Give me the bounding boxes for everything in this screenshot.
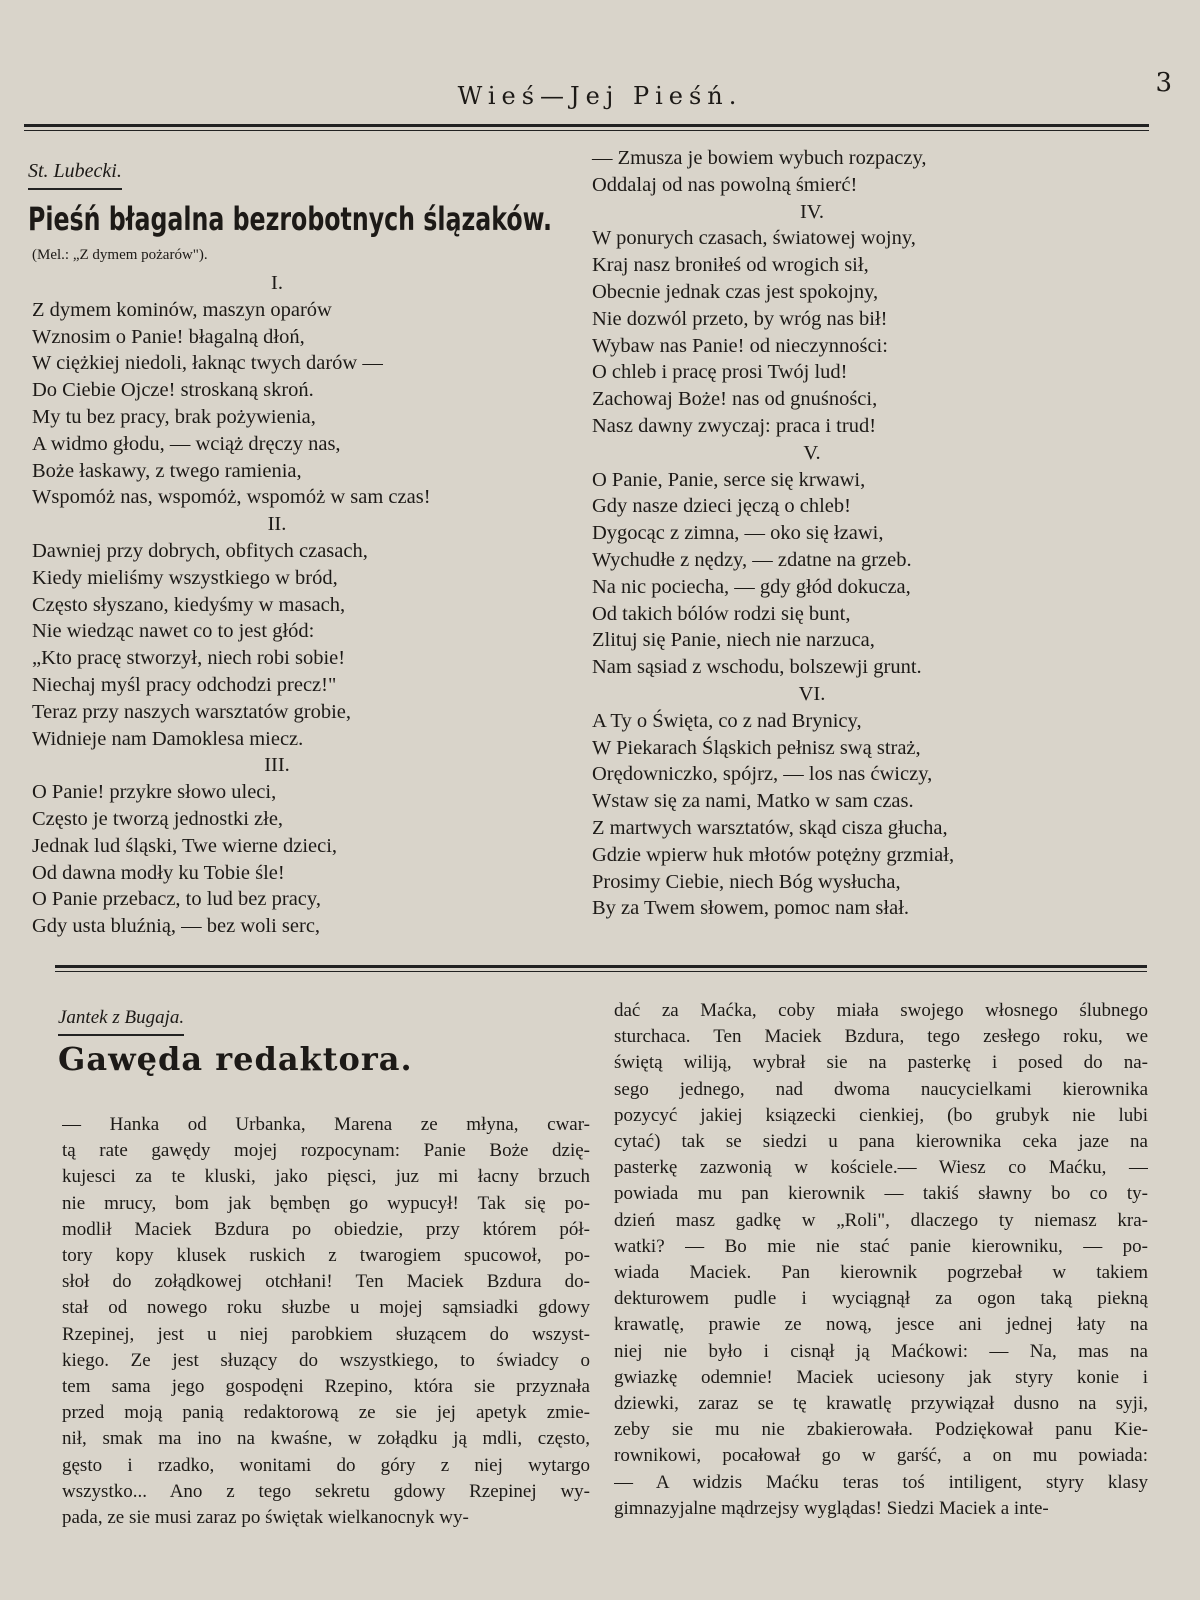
verse-line: Często je tworzą jednostki złe, (32, 807, 284, 830)
verse-line: Wstaw się za nami, Matko w sam czas. (592, 790, 914, 813)
verse-line: Obecnie jednak czas jest spokojny, (592, 280, 879, 303)
stanza-number: IV. (799, 200, 825, 223)
verse-line: O chleb i pracę prosi Twój lud! (592, 361, 848, 384)
article-text-line: stał od nowego roku słuzbe u mojej sąmsiadki gdowy (62, 1297, 590, 1319)
article-text-line: pada, ze sie musi zaraz po świętak wielkanocnyk wy- (62, 1507, 469, 1529)
article-text-line: sego jednego, nad dwoma naucycielkami kierownika (614, 1078, 1148, 1100)
verse-line: Z dymem kominów, maszyn oparów (32, 298, 332, 321)
header-rule (24, 124, 1149, 131)
stanza-number: V. (803, 441, 821, 464)
verse-line: Gdy nasze dzieci jęczą o chleb! (592, 495, 851, 518)
stanza-number: III. (264, 754, 290, 777)
article-text-line: modlił Maciek Bzdura po obiedzie, przy którem pół- (62, 1218, 590, 1240)
verse-line: Wybaw nas Panie! od nieczynności: (592, 334, 888, 357)
article-text-line: — Hanka od Urbanka, Marena ze młyna, cwar- (62, 1114, 590, 1135)
article-text-line: kiego. Ze jest słuzący do wszystkiego, to świadcy o (62, 1349, 590, 1371)
article-text-line: pasterkę zazwonią w kościele.— Wiesz co Maćku, — (614, 1157, 1148, 1179)
verse-line: Widnieje nam Damoklesa miecz. (32, 727, 304, 750)
running-header: Wieś—Jej Pieśń. (457, 82, 743, 110)
stanza-number: II. (267, 513, 287, 536)
article-text-line: Rzepinej, jest u niej parobkiem słuzącem do wszyst- (62, 1323, 590, 1345)
article-text-line: dekturowem pudle i wyciągnął za ogon taką piekną (614, 1288, 1148, 1310)
verse-line: W ciężkiej niedoli, łaknąc twych darów — (32, 352, 383, 375)
article-text-line: dziewki, zaraz se tę krawatlę przywiązał dusno na syji, (614, 1393, 1148, 1415)
article-text-line: przed moją panią redaktorową ze sie jej apetyk zmie- (62, 1402, 590, 1424)
verse-line: Oddalaj od nas powolną śmierć! (592, 173, 858, 196)
article-text-line: — A widzis Maćku teras toś intiligent, styry klasy (614, 1471, 1148, 1493)
verse-line: Zachowaj Boże! nas od gnuśności, (592, 388, 878, 411)
article-text-line: gimnazyjalne mądrzejsy wyglądas! Siedzi Maciek a inte- (614, 1497, 1049, 1519)
article-text-line: rownikowi, pocałował go w garść, a on mu powiada: (614, 1445, 1148, 1467)
verse-line: Jednak lud śląski, Twe wierne dzieci, (32, 834, 338, 857)
poem-right-column (592, 145, 1032, 922)
article-text-line: zeby sie mu nie zbakierowała. Podziękował panu Kie- (614, 1419, 1148, 1441)
article-left-column (62, 1112, 590, 1531)
verse-line: Gdy usta bluźnią, — bez woli serc, (32, 915, 321, 938)
article-text-line: dzień masz gadkę w „Roli", dlaczego ty niemasz kra- (614, 1209, 1148, 1231)
verse-line: Wznosim o Panie! błagalną dłoń, (32, 325, 305, 348)
article-text-line: wiada Maciek. Pan kierownik pogrzebał w takiem (614, 1262, 1148, 1284)
article-text-line: słoł do zołądkowej otchłani! Ten Maciek Bzdura do- (62, 1271, 590, 1293)
page-number: 3 (1155, 68, 1172, 98)
article-text-line: krawatlę, prawie ze nową, jesce ani jednej łaty na (614, 1314, 1148, 1336)
verse-line: Nam sąsiad z wschodu, bolszewji grunt. (592, 656, 922, 679)
article-title: Gawęda redaktora. (58, 1040, 413, 1078)
article-text-line: tą rate gawędy mojej rozpocynam: Panie Boże dzię- (62, 1140, 590, 1162)
verse-line: Nasz dawny zwyczaj: praca i trud! (592, 414, 877, 437)
verse-line: Od dawna modły ku Tobie śle! (32, 861, 285, 884)
verse-line: Boże łaskawy, z twego ramienia, (32, 459, 302, 482)
poem-left-column (32, 270, 522, 940)
article-text-line: tem sama jego gospodęni Rzepino, która sie przyznała (62, 1376, 590, 1398)
verse-line: Dawniej przy dobrych, obfitych czasach, (32, 539, 368, 562)
article-text-line: gwiazkę odemnie! Maciek uciesony jak styry konie i (614, 1366, 1148, 1388)
article-text-line: sturchaca. Ten Maciek Bzdura, tego zesłego roku, we (614, 1026, 1148, 1048)
verse-line: W Piekarach Śląskich pełnisz swą straż, (592, 736, 921, 759)
article-right-column (614, 998, 1148, 1522)
article-text-line: tory kopy klusek ruskich z twarogiem spucowoł, po- (62, 1245, 590, 1267)
verse-line: O Panie, Panie, serce się krwawi, (592, 468, 866, 491)
verse-line: Z martwych warsztatów, skąd cisza głucha, (592, 816, 948, 839)
article-text-line: dać za Maćka, coby miała swojego włosnego ślubnego (614, 1000, 1148, 1021)
poem-melody-note: (Mel.: „Z dymem pożarów"). (32, 247, 208, 263)
verse-line: Od takich bólów rodzi się bunt, (592, 602, 851, 625)
article-text-line: powiada mu pan kierownik — takiś sławny bo co ty- (614, 1183, 1148, 1205)
article-text-line: cytać) tak se siedzi u pana kierownika ceka jaze na (614, 1131, 1148, 1153)
verse-line: Gdzie wpierw huk młotów potężny grzmiał, (592, 843, 955, 866)
article-text-line: niej nie było i cisnął ją Maćkowi: — Na, mas na (614, 1340, 1148, 1362)
verse-line: Niechaj myśl pracy odchodzi precz!" (32, 673, 337, 696)
article-author: Jantek z Bugaja. (58, 1007, 184, 1036)
verse-line: Dygocąc z zimna, — oko się łzawi, (592, 522, 884, 545)
article-text-line: gęsto i rzadko, wonitami do góry z niej wytargo (62, 1454, 590, 1476)
verse-line: Prosimy Ciebie, niech Bóg wysłucha, (592, 870, 901, 893)
verse-line: Wspomóż nas, wspomóż, wspomóż w sam czas! (32, 486, 431, 509)
verse-line: Nie dozwól przeto, by wróg nas bił! (592, 307, 888, 330)
poem-author: St. Lubecki. (28, 160, 122, 190)
verse-line: Zlituj się Panie, niech nie narzuca, (592, 629, 875, 652)
verse-line: Na nic pociecha, — gdy głód dokucza, (592, 575, 911, 598)
article-text-line: wszystko... Ano z tego sekretu gdowy Rzepinej wy- (62, 1480, 590, 1502)
article-text-line: świętą wiliją, wybrał sie na pasterkę i posed do na- (614, 1052, 1148, 1074)
verse-line: Do Ciebie Ojcze! stroskaną skroń. (32, 379, 314, 402)
article-text-line: nił, smak ma ino na kwaśne, w zołądku ją mdli, często, (62, 1428, 590, 1450)
article-text-line: nie mrucy, bom jak bęmbęn go wypucył! Tak się po- (62, 1192, 590, 1214)
verse-line: My tu bez pracy, brak pożywienia, (32, 405, 316, 428)
verse-line: Kiedy mieliśmy wszystkiego w bród, (32, 566, 338, 589)
verse-line: Nie wiedząc nawet co to jest głód: (32, 620, 315, 643)
verse-line: — Zmusza je bowiem wybuch rozpaczy, (592, 147, 927, 169)
article-text-line: pozycyć jakiej ksiązecki cienkiej, (bo grubyk nie lubi (614, 1104, 1148, 1126)
verse-line: Kraj nasz broniłeś od wrogich sił, (592, 254, 869, 277)
stanza-number: VI. (798, 682, 826, 705)
poem-title: Pieśń błagalna bezrobotnych ślązaków. (28, 200, 552, 238)
verse-line: O Panie! przykre słowo uleci, (32, 781, 277, 804)
verse-line: Często słyszano, kiedyśmy w masach, (32, 593, 346, 616)
article-text-line: kujesci za te kluski, jako pięsci, juz mi łacny brzuch (62, 1166, 590, 1188)
verse-line: Orędowniczko, spójrz, — los nas ćwiczy, (592, 763, 933, 786)
verse-line: O Panie przebacz, to lud bez pracy, (32, 888, 321, 911)
stanza-number: I. (271, 272, 283, 294)
verse-line: By za Twem słowem, pomoc nam słał. (592, 897, 910, 920)
verse-line: A Ty o Święta, co z nad Brynicy, (592, 709, 862, 732)
section-divider (55, 965, 1147, 972)
verse-line: A widmo głodu, — wciąż dręczy nas, (32, 432, 341, 455)
verse-line: Teraz przy naszych warsztatów grobie, (32, 700, 352, 723)
verse-line: W ponurych czasach, światowej wojny, (592, 227, 916, 250)
article-text-line: watki? — Bo mie nie stać panie kierowniku, — po- (614, 1235, 1148, 1257)
verse-line: „Kto pracę stworzył, niech robi sobie! (32, 647, 346, 670)
verse-line: Wychudłe z nędzy, — zdatne na grzeb. (592, 548, 912, 571)
